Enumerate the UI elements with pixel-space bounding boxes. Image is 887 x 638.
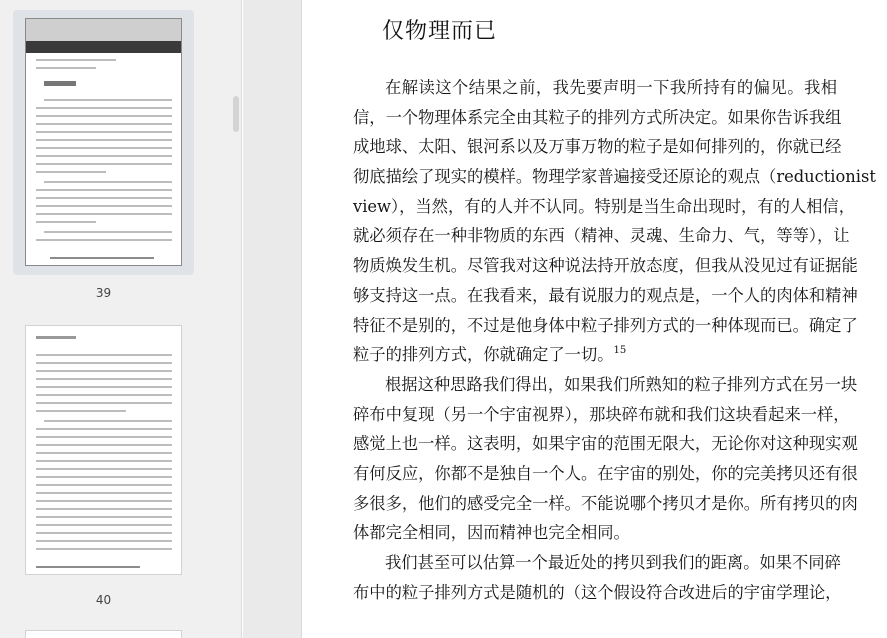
text-line: 彻底描绘了现实的模样。物理学家普遍接受还原论的观点（reductionist bbox=[353, 167, 876, 187]
text-line: 在解读这个结果之前，我先要声明一下我所持有的偏见。我相 bbox=[385, 78, 837, 97]
text-line: 多很多，他们的感受完全一样。不能说哪个拷贝才是你。所有拷贝的肉 bbox=[353, 493, 858, 513]
thumbnail-image bbox=[25, 325, 182, 575]
text-line bbox=[353, 340, 837, 370]
footnote-ref[interactable]: 15 bbox=[613, 345, 627, 357]
text-line: 碎布中复现（另一个宇宙视界），那块碎布就和我们这块看起来一样， bbox=[353, 404, 850, 424]
text-line-content: 粒子的排列方式，你就确定了一切。 bbox=[353, 345, 614, 365]
thumbnail-page-40[interactable] bbox=[13, 317, 194, 607]
thumbnail-page-number: 39 bbox=[95, 286, 112, 300]
text-line: 成地球、太阳、银河系以及万事万物的粒子是如何排列的，你就已经 bbox=[353, 137, 842, 157]
text-line: 感觉上也一样。这表明，如果宇宙的范围无限大，无论你对这种现实观 bbox=[353, 434, 858, 454]
text-line: 物质焕发生机。尽管我对这种说法持开放态度，但我从没见过有证据能 bbox=[353, 256, 858, 276]
text-line: 我们甚至可以估算一个最近处的拷贝到我们的距离。如果不同碎 bbox=[385, 553, 841, 572]
text-line: 布中的粒子排列方式是随机的（这个假设符合改进后的宇宙学理论， bbox=[353, 582, 842, 602]
viewer-background bbox=[243, 0, 301, 638]
section-title: 仅物理而已 bbox=[382, 19, 498, 44]
text-line: 有何反应，你都不是独自一个人。在宇宙的别处，你的完美拷贝还有很 bbox=[353, 463, 858, 483]
text-line: 根据这种思路我们得出，如果我们所熟知的粒子排列方式在另一块 bbox=[385, 374, 858, 394]
text-line: 特征不是别的，不过是他身体中粒子排列方式的一种体现而已。确定了 bbox=[353, 315, 858, 335]
thumbnail-page-41[interactable] bbox=[13, 622, 194, 638]
body-text bbox=[353, 73, 876, 607]
text-line: 够支持这一点。在我看来，最有说服力的观点是，一个人的肉体和精神 bbox=[353, 285, 858, 305]
text-line: 体都完全相同，因而精神也完全相同。 bbox=[353, 523, 630, 543]
text-line: view），当然，有的人并不认同。特别是当生命出现时，有的人相信， bbox=[353, 196, 855, 216]
sidebar-scrollbar[interactable] bbox=[233, 96, 239, 132]
thumbnail-image bbox=[25, 18, 182, 266]
thumbnail-image bbox=[25, 630, 182, 638]
text-line: 信，一个物理体系完全由其粒子的排列方式所决定。如果你告诉我组 bbox=[353, 107, 842, 127]
document-page bbox=[301, 0, 887, 638]
thumbnail-page-number: 40 bbox=[95, 593, 112, 607]
thumbnail-sidebar bbox=[0, 0, 242, 638]
thumbnail-page-39[interactable] bbox=[13, 10, 194, 300]
text-line: 就必须存在一种非物质的东西（精神、灵魂、生命力、气，等等），让 bbox=[353, 226, 850, 246]
